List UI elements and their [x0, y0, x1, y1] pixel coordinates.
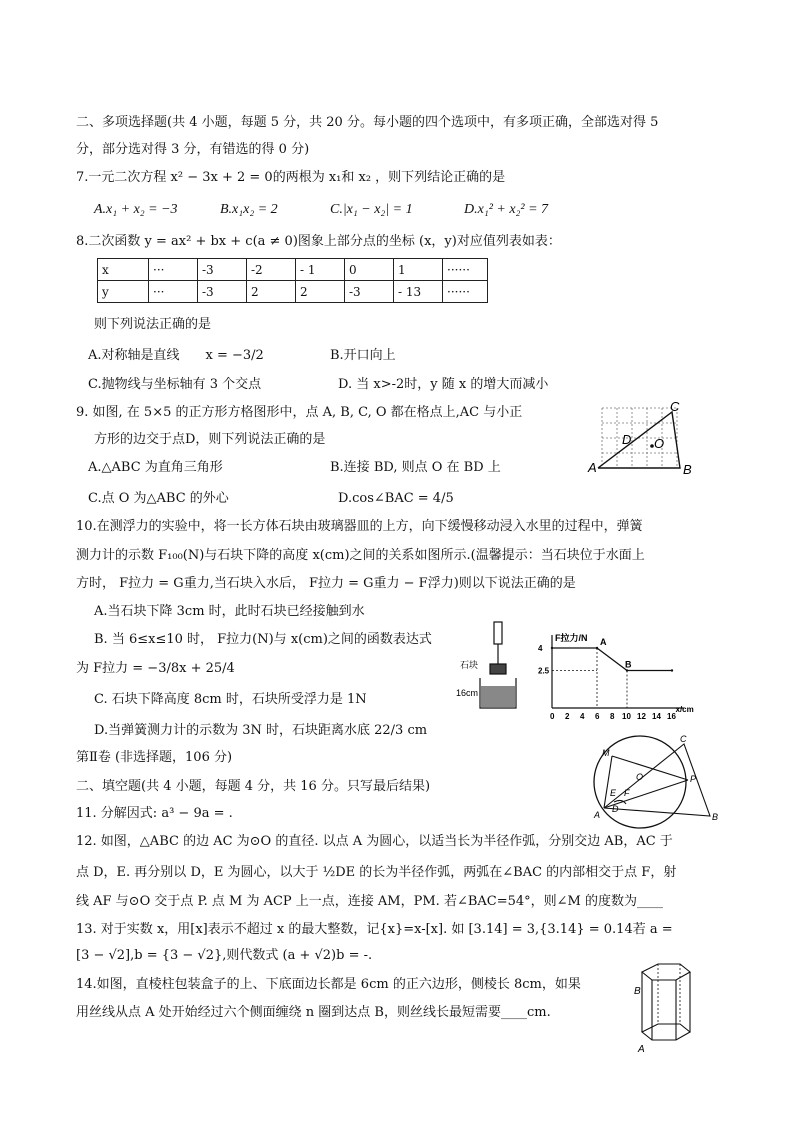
q9-label-b: B	[683, 462, 692, 477]
q8-stem: 8.二次函数 y = ax² + bx + c(a ≠ 0)图象上部分点的坐标 (x，y)对应值列表如表：	[76, 234, 561, 249]
data-point	[671, 669, 673, 671]
q14-label-a: A	[638, 1044, 645, 1055]
series-line	[552, 648, 672, 671]
q7-option-b: B.x₁x₂ = 2	[220, 202, 278, 217]
q8-option-a: A.对称轴是直线 x = −3/2	[88, 348, 264, 363]
q10-force-chart	[538, 620, 698, 720]
q10-option-c: C. 石块下降高度 8cm 时，石块所受浮力是 1N	[94, 692, 367, 707]
q8-option-c: C.抛物线与坐标轴有 3 个交点	[88, 377, 262, 392]
depth-label: 16cm	[456, 688, 479, 698]
x-tick-label: 16	[667, 712, 676, 721]
q9-option-c: C.点 O 为△ABC 的外心	[88, 491, 229, 506]
q9-option-d: D.cos∠BAC = 4/5	[338, 491, 454, 506]
q12-label-a: A	[594, 810, 601, 820]
q7-option-d: D.x₁² + x₂² = 7	[464, 202, 549, 217]
q10-option-a: A.当石块下降 3cm 时，此时石块已经接触到水	[94, 604, 365, 619]
table-cell: - 13	[394, 281, 443, 303]
q10-option-b-line2: 为 F拉力 = −3/8x + 25/4	[76, 661, 235, 676]
x-tick-label: 4	[580, 712, 585, 721]
y-tick-label: 2.5	[538, 666, 550, 676]
section3-header: 二、填空题(共 4 小题，每题 4 分，共 16 分。只写最后结果)	[76, 779, 431, 794]
q10-option-d: D.当弹簧测力计的示数为 3N 时，石块距离水底 22/3 cm	[94, 723, 428, 738]
table-cell: -2	[247, 259, 296, 281]
section-header-line2: 分，部分选对得 3 分，有错选的得 0 分)	[76, 142, 310, 157]
x-tick-label: 6	[595, 712, 600, 721]
q9-stem-line2: 方形的边交于点D，则下列说法正确的是	[94, 432, 326, 447]
q11: 11. 分解因式: a³ − 9a = .	[76, 806, 233, 821]
table-cell: 1	[394, 259, 443, 281]
q9-label-c: C	[670, 399, 680, 414]
x-tick-label: 10	[622, 712, 631, 721]
q12-label-m: M	[602, 748, 610, 758]
q9-option-b: B.连接 BD, 则点 O 在 BD 上	[330, 460, 501, 475]
q12-label-o: O	[636, 772, 644, 782]
q10-option-b-line1: B. 当 6≤x≤10 时， F拉力(N)与 x(cm)之间的函数表达式	[94, 632, 432, 647]
q7-stem: 7.一元二次方程 x² − 3x + 2 = 0的两根为 x₁和 x₂ ，则下列结论正确的是	[76, 170, 506, 185]
table-cell: ···	[149, 281, 198, 303]
q12-label-f: F	[624, 788, 630, 798]
q13-line2: [3 − √2],b = {3 − √2},则代数式 (a + √2)b = -.	[76, 948, 373, 963]
q12-line2: 点 D，E. 再分别以 D，E 为圆心，以大于 ½DE 的长为半径作弧，两弧在∠BAC 的内部相交于点 F，射	[76, 865, 677, 880]
q12-line3: 线 AF 与⊙O 交于点 P. 点 M 为 ACP 上一点，连接 AM，PM. 若∠BAC=54°，则∠M 的度数为____	[76, 894, 663, 909]
q10-stem-line3: 方时， F拉力 = G重力,当石块入水后， F拉力 = G重力 − F浮力)则以下说法正确的是	[76, 576, 576, 591]
q10-apparatus-figure	[456, 616, 520, 714]
q12-label-c: C	[680, 734, 687, 744]
table-cell: -3	[198, 281, 247, 303]
q9-label-o: O	[654, 436, 665, 451]
table-cell: y	[98, 281, 149, 303]
table-cell: 2	[296, 281, 345, 303]
q10-stem-line2: 测力计的示数 F₁₀₀(N)与石块下降的高度 x(cm)之间的关系如图所示.(温馨提示：当石块位于水面上	[76, 548, 645, 563]
point-label-a: A	[600, 637, 607, 647]
q8-option-b: B.开口向上	[330, 348, 396, 363]
q12-line1: 12. 如图，△ABC 的边 AC 为⊙O 的直径. 以点 A 为圆心，以适当长为半径作弧，分别交边 AB，AC 于	[76, 834, 673, 849]
part2-title: 第Ⅱ卷 (非选择题，106 分)	[76, 750, 233, 765]
q14-label-b: B	[634, 986, 641, 997]
q7-option-a: A.x₁ + x₂ = −3	[94, 202, 178, 217]
q9-option-a: A.△ABC 为直角三角形	[88, 460, 223, 475]
y-axis-label: F拉力/N	[555, 633, 588, 643]
table-cell: 0	[345, 259, 394, 281]
q12-label-e: E	[610, 788, 617, 798]
x-tick-label: 2	[565, 712, 570, 721]
y-tick-label: 4	[538, 644, 543, 653]
x-tick-label: 0	[550, 712, 555, 721]
q8-tail: 则下列说法正确的是	[94, 317, 212, 332]
q10-stem-line1: 10.在测浮力的实验中，将一长方体石块由玻璃器皿的上方，向下缓慢移动浸入水里的过程中，弹簧	[76, 519, 643, 534]
q12-label-p: P	[690, 774, 697, 784]
q12-circle-figure	[592, 732, 722, 832]
section-header-line1: 二、多项选择题(共 4 小题，每题 5 分，共 20 分。每小题的四个选项中，有多项正确，全部选对得 5	[76, 115, 659, 130]
x-tick-label: 8	[610, 712, 615, 721]
x-tick-label: 14	[652, 712, 661, 721]
q9-label-a: A	[588, 460, 597, 475]
q7-option-c: C.|x₁ − x₂| = 1	[330, 202, 413, 217]
table-row	[98, 281, 488, 303]
stone-label: 石块	[460, 660, 479, 670]
table-cell: -3	[198, 259, 247, 281]
q14-line1: 14.如图，直棱柱包装盒子的上、下底面边长都是 6cm 的正六边形，侧棱长 8cm，如果	[76, 977, 581, 992]
q8-option-d: D. 当 x>-2时，y 随 x 的增大而减小	[338, 377, 549, 392]
q9-label-d: D	[622, 432, 632, 447]
table-row	[98, 259, 488, 281]
point-label-b: B	[625, 659, 632, 670]
table-cell: ······	[443, 281, 488, 303]
table-cell: ······	[443, 259, 488, 281]
q13-line1: 13. 对于实数 x，用[x]表示不超过 x 的最大整数，记{x}=x-[x]. 如 [3.14] = 3,{3.14} = 0.14若 a =	[76, 922, 673, 937]
data-point	[551, 647, 553, 649]
q8-value-table	[97, 258, 488, 303]
table-cell: - 1	[296, 259, 345, 281]
table-cell: 2	[247, 281, 296, 303]
q9-stem-line1: 9. 如图, 在 5×5 的正方形方格图形中，点 A, B, C, O 都在格点上,AC 与小正	[76, 405, 523, 420]
table-cell: x	[98, 259, 149, 281]
x-axis-label: x/cm	[675, 705, 694, 714]
q9-grid-figure	[588, 399, 692, 480]
table-cell: ···	[149, 259, 198, 281]
q14-prism-figure	[628, 960, 698, 1060]
x-tick-label: 12	[637, 712, 646, 721]
table-cell: -3	[345, 281, 394, 303]
q12-label-d: D	[612, 804, 619, 814]
q14-line2: 用丝线从点 A 处开始经过六个侧面缠绕 n 圈到达点 B，则丝线长最短需要____cm.	[76, 1005, 551, 1020]
q12-label-b: B	[712, 812, 719, 822]
